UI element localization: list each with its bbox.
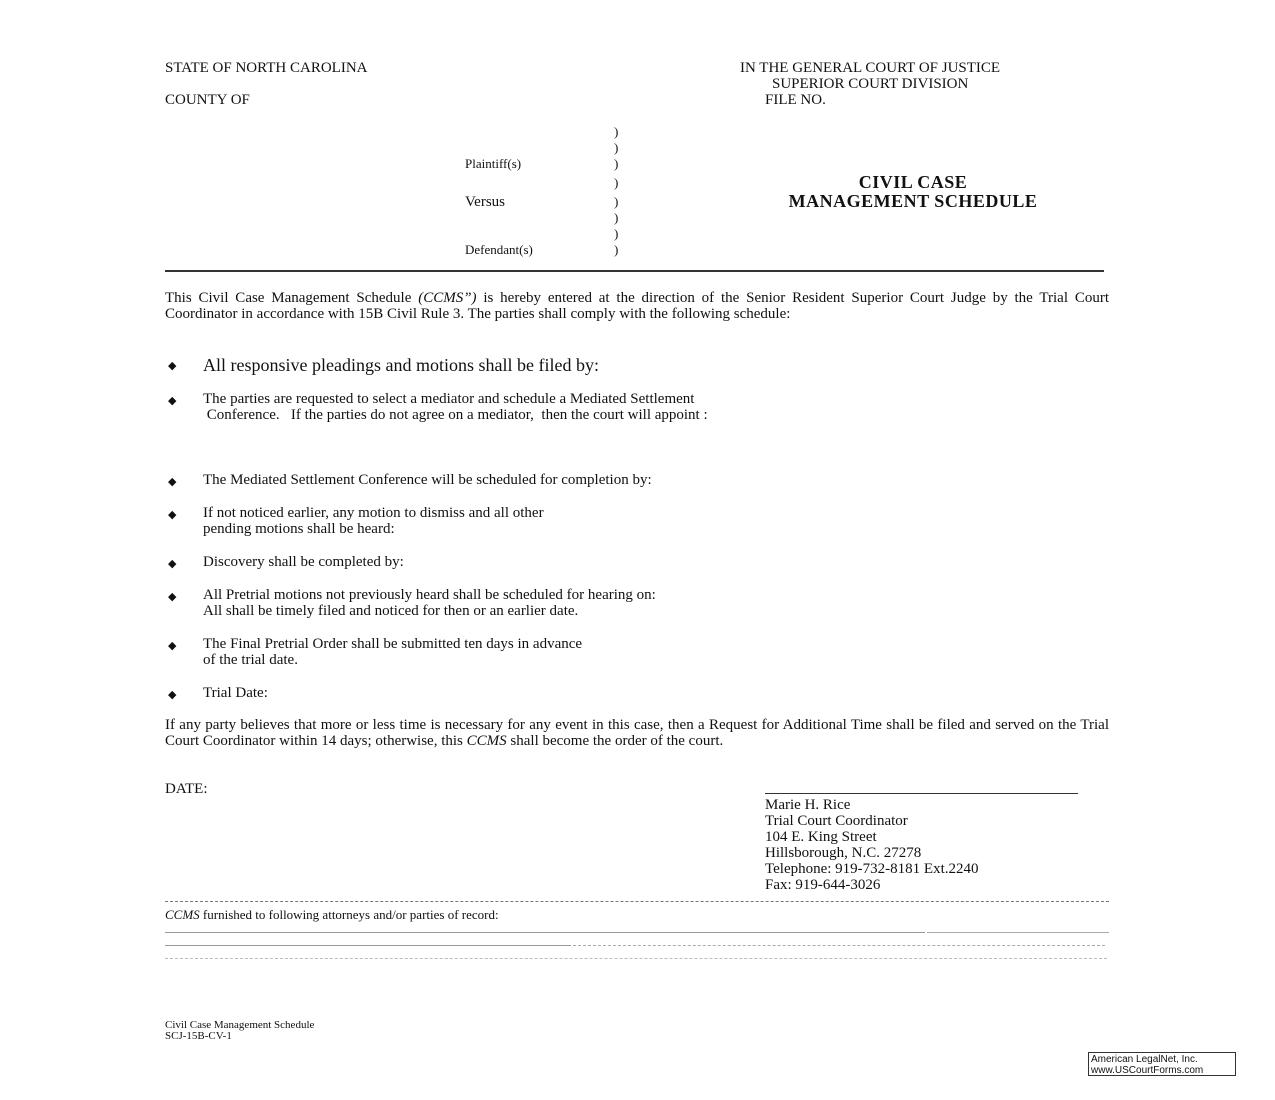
form-code: SCJ-15B-CV-1 [165,1030,232,1042]
signer-street: 104 E. King Street [765,829,877,845]
caption-paren: ) [614,156,619,171]
diamond-bullet-icon: ◆ [168,395,177,407]
intro-text: This Civil Case Management Schedule [165,290,419,306]
state-label: STATE OF NORTH CAROLINA [165,60,368,76]
diamond-bullet-icon: ◆ [168,558,177,570]
diamond-bullet-icon: ◆ [168,360,177,372]
ccms-abbr: CCMS [165,907,200,922]
schedule-item-trial-date: Trial Date: [203,685,268,701]
signer-title: Trial Court Coordinator [765,813,908,829]
plaintiff-label: Plaintiff(s) [465,156,522,171]
diamond-bullet-icon: ◆ [168,591,177,603]
diamond-bullet-icon: ◆ [168,640,177,652]
caption-paren: ) [614,194,619,209]
intro-paragraph [165,290,1109,322]
closing-text: If any party believes that more or less time is necessary for any event in this case, then a Request for Additional Time shall be filed and served on the Trial Court Coordinator within 14 days; otherwise, this [165,717,1109,749]
schedule-item-final-pretrial-order: The Final Pretrial Order shall be submitted ten days in advance [203,636,583,652]
schedule-item-pleadings: All responsive pleadings and motions shall be filed by: [203,355,599,375]
date-label: DATE: [165,781,208,797]
distribution-label [165,908,499,922]
publisher-stamp [1088,1052,1236,1076]
publisher-name: American LegalNet, Inc. [1091,1054,1198,1065]
caption-paren: ) [614,226,619,241]
caption-paren: ) [614,242,619,257]
schedule-item-pretrial-motions-cont: All shall be timely filed and noticed for then or an earlier date. [203,603,579,619]
schedule-item-mediation-completion: The Mediated Settlement Conference will be scheduled for completion by: [203,472,652,488]
distribution-text: furnished to following attorneys and/or parties of record: [199,907,499,922]
attorney-line-1 [165,932,925,933]
publisher-url: www.USCourtForms.com [1091,1065,1204,1076]
schedule-item-motions-heard-cont: pending motions shall be heard: [203,521,395,537]
attorney-line-1-ext [927,932,1109,933]
court-label: IN THE GENERAL COURT OF JUSTICE [740,60,1001,76]
caption-paren: ) [614,124,619,139]
distribution-divider [165,901,1109,902]
diamond-bullet-icon: ◆ [168,689,177,701]
caption-paren: ) [614,210,619,225]
county-label: COUNTY OF [165,92,250,108]
schedule-item-discovery: Discovery shall be completed by: [203,554,404,570]
file-no-label: FILE NO. [765,92,826,108]
schedule-item-motions-heard: If not noticed earlier, any motion to dismiss and all other [203,505,544,521]
caption-paren: ) [614,140,619,155]
schedule-item-final-pretrial-order-cont: of the trial date. [203,652,298,668]
closing-text-cont: shall become the order of the court. [506,733,724,749]
versus-label: Versus [465,194,505,210]
attorney-line-2 [165,945,571,946]
diamond-bullet-icon: ◆ [168,476,177,488]
signer-city: Hillsborough, N.C. 27278 [765,845,922,861]
caption-divider [165,270,1104,272]
intro-text-cont: is hereby entered at the direction of the Senior Resident Superior Court Judge by the Trial Court Coordinator in accordance with 15B Civil Rule 3. The parties shall comply with the following schedule: [165,290,1109,322]
schedule-item-mediator: The parties are requested to select a mediator and schedule a Mediated Settlement [203,391,695,407]
ccms-abbr: (CCMS”) [418,290,477,306]
signer-name: Marie H. Rice [765,797,851,813]
division-label: SUPERIOR COURT DIVISION [772,76,969,92]
document-title-line2: MANAGEMENT SCHEDULE [788,191,1038,211]
attorney-line-2-ext [573,945,1105,946]
signature-line [765,793,1078,794]
defendant-label: Defendant(s) [465,242,533,257]
schedule-item-pretrial-motions: All Pretrial motions not previously heard shall be scheduled for hearing on: [203,587,656,603]
attorney-line-3 [165,958,1107,959]
signer-telephone: Telephone: 919-732-8181 Ext.2240 [765,861,979,877]
ccms-abbr: CCMS [466,733,507,749]
form-name: Civil Case Management Schedule [165,1019,315,1031]
signer-fax: Fax: 919-644-3026 [765,877,881,893]
diamond-bullet-icon: ◆ [168,509,177,521]
document-title-line1: CIVIL CASE [858,172,968,192]
caption-paren: ) [614,175,619,190]
closing-paragraph [165,717,1109,749]
schedule-item-mediator-cont: Conference. If the parties do not agree on a mediator, then the court will appoint : [203,407,708,423]
